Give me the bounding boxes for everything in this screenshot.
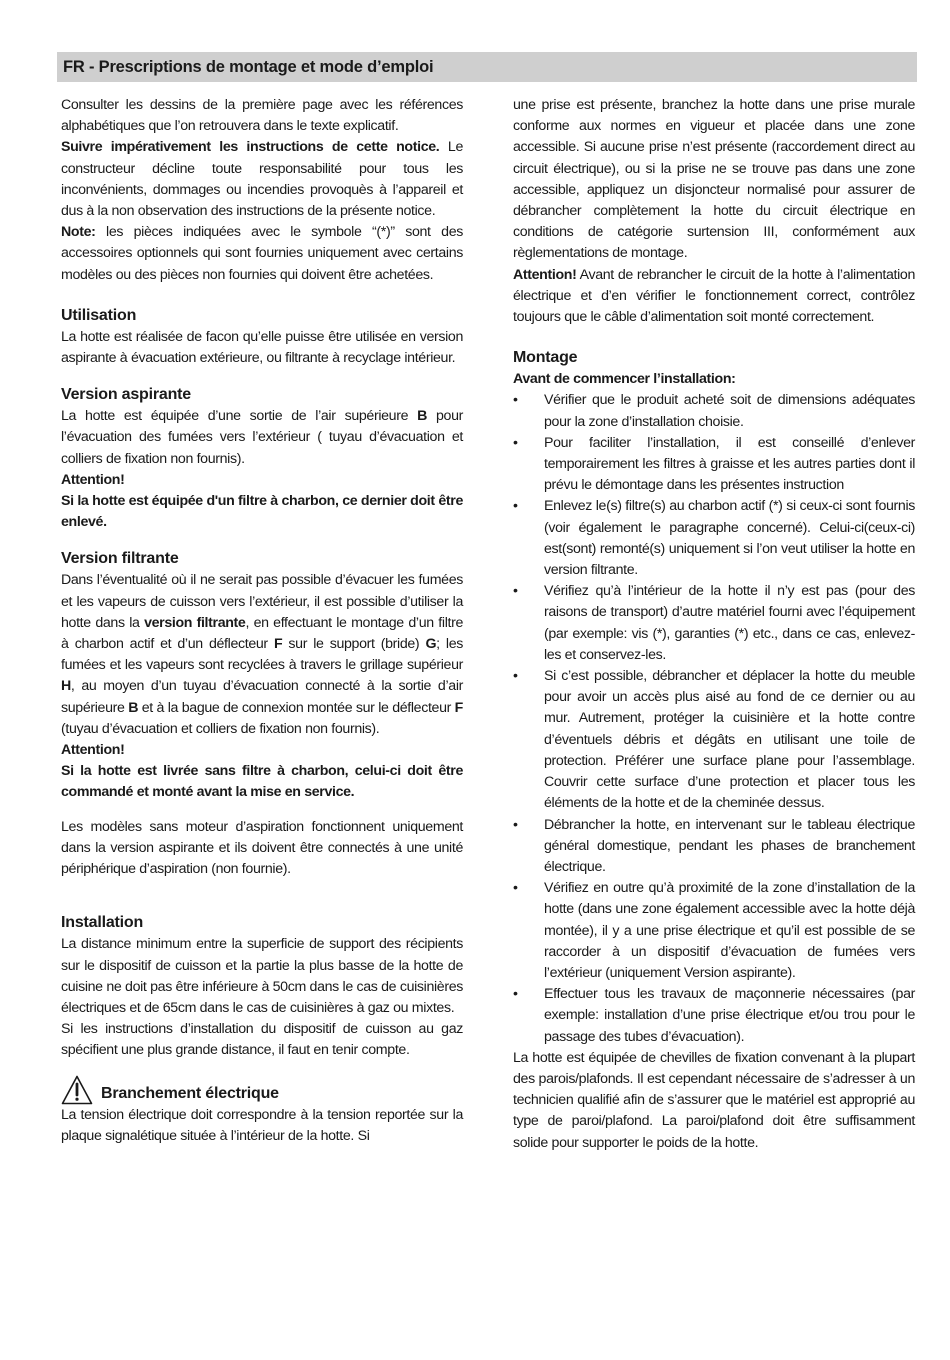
montage-subtitle: Avant de commencer l’installation: bbox=[513, 371, 736, 388]
branchement-heading: Branchement électrique bbox=[101, 1084, 279, 1102]
list-item: • Vérifier que le produit acheté soit de dimensions adéquates pour la zone d’installation choisie. bbox=[513, 390, 915, 432]
list-item: • Effectuer tous les travaux de maçonnerie nécessaires (par exemple: installation d’une prise électrique et/ou trou pour le passage des tubes d’évacuation). bbox=[513, 984, 915, 1048]
aspirante-paragraph bbox=[61, 406, 463, 470]
attention-paragraph bbox=[513, 265, 915, 329]
aspirante-text-1: La hotte est équipée d’une sortie de l’air supérieure bbox=[61, 408, 418, 425]
aspirante-attention-label: Attention! bbox=[61, 471, 125, 488]
filtrante-text-2: , en effectuant le montage d’un filtre à charbon actif et d’un déflecteur bbox=[61, 614, 464, 653]
list-item: • Débrancher la hotte, en intervenant sur le tableau électrique général domestique, pendant les phases de branchement électrique. bbox=[513, 815, 915, 879]
filtrante-text-5: , au moyen d’un tuyau d’évacuation connecté à la sortie d’air supérieure bbox=[61, 678, 463, 716]
filtrante-text-7: (tuyau d’évacuation et colliers de fixation non fournis). bbox=[61, 720, 380, 737]
instructions-text: Le constructeur décline toute responsabilité pour tous les inconvénients, dommages ou incendies provoquès à l’appareil et dus à la non observation des instructions de la présente notice. bbox=[61, 139, 463, 220]
page-title: FR - Prescriptions de montage et mode d’emploi bbox=[63, 58, 434, 76]
left-column bbox=[61, 95, 463, 1147]
right-column bbox=[513, 95, 915, 1154]
filtrante-heading: Version filtrante bbox=[61, 550, 179, 568]
ref-letter-f: F bbox=[273, 636, 283, 653]
installation-paragraph-1: La distance minimum entre la superficie de support des récipients sur le dispositif de cuisson et la partie la plus basse de la hotte de cuisine ne doit pas être inférieure à 50cm dans le cas de cuisinières électriques et de 65cm dans le cas de cuisinières à gaz ou mixtes. bbox=[61, 936, 463, 1016]
attention-text: Avant de rebrancher le circuit de la hotte à l’alimentation électrique et d’en vérifier le fonctionnement correct, contrôlez toujours que le câble d’alimentation soit monté correctement. bbox=[513, 266, 915, 326]
ref-letter-b: B bbox=[128, 699, 139, 716]
attention-label: Attention! bbox=[513, 266, 577, 283]
modeles-paragraph: Les modèles sans moteur d’aspiration fonctionnent uniquement dans la version aspirante et ils doivent être connectés à une unité périphérique d’aspiration (non fournie). bbox=[61, 818, 463, 878]
filtrante-paragraph bbox=[61, 570, 463, 740]
filtrante-attention-label: Attention! bbox=[61, 742, 125, 759]
filtrante-text-1: Dans l’éventualité où il ne serait pas possible d’évacuer les fumées et les vapeurs de cuisson vers l’extérieur, il est possible d’utiliser la hotte dans la bbox=[61, 572, 463, 631]
warning-triangle-icon bbox=[61, 1075, 93, 1105]
section-header-bar bbox=[57, 52, 917, 82]
instructions-paragraph bbox=[61, 137, 463, 222]
installation-heading: Installation bbox=[61, 914, 144, 932]
list-item: • Si c’est possible, débrancher et déplacer la hotte du meuble pour avoir un accès plus aisé au fond de ce dernier ou au mur. Autrement, protéger la cuisinière et la hotte contre d’éventuels débris et dégâts en utilisant une toile de protection. Préférer une surface plane pour l’assemblage. Couvrir cette surface d’une protection et placer tous les éléments de la hotte et de la cheminée dessus. bbox=[513, 666, 915, 814]
note-text: les pièces indiquées avec le symbole “(*)” sont des accessoires optionnels qui sont fournies uniquement avec certains modèles ou des pièces non fournies qui doivent être achetées. bbox=[61, 224, 463, 283]
instructions-emphasis: Suivre impérativement les instructions de cette notice. bbox=[61, 139, 440, 156]
list-item: • Pour faciliter l’installation, il est conseillé d’enlever temporairement les filtres à graisse et les autres parties dont il prévu le démontage dans les présentes instruction bbox=[513, 433, 915, 497]
intro-paragraph: Consulter les dessins de la première page avec les références alphabétiques que l’on retrouvera dans le texte explicatif. bbox=[61, 97, 463, 135]
list-item: • Enlevez le(s) filtre(s) au charbon actif (*) si ceux-ci sont fournis (voir également le paragraphe concerné). Celui-ci(ceux-ci) est(sont) remonté(s) uniquement si l’on veut utiliser la hotte en version filtrante. bbox=[513, 496, 915, 581]
note-paragraph bbox=[61, 222, 463, 286]
fixation-paragraph: La hotte est équipée de chevilles de fixation convenant à la plupart des parois/plafonds. Il est cependant nécessaire de s’adresser à un technicien qualifié afin de s’assurer que le matériel est approprié au type de paroi/plafond. La paroi/plafond doit être suffisamment solide pour supporter le poids de la hotte. bbox=[513, 1049, 915, 1151]
utilisation-heading: Utilisation bbox=[61, 306, 137, 324]
filtrante-attention-text: Si la hotte est livrée sans filtre à charbon, celui-ci doit être commandé et monté avant la mise en service. bbox=[61, 763, 463, 801]
list-item: • Vérifiez qu’à l’intérieur de la hotte il n’y est pas (pour des raisons de transport) d’autre matériel fourni avec l’équipement (par exemple: vis (*), garanties (*) etc., dans ce cas, enlevez-les et conservez-les. bbox=[513, 581, 915, 666]
branchement-heading-row bbox=[61, 1075, 463, 1105]
montage-heading: Montage bbox=[513, 349, 578, 367]
ref-letter-f: F bbox=[454, 699, 463, 716]
ref-letter-h: H bbox=[61, 678, 71, 695]
aspirante-attention-text: Si la hotte est équipée d'un filtre à charbon, ce dernier doit être enlevé. bbox=[61, 493, 463, 531]
ref-letter-b: B bbox=[417, 408, 428, 425]
filtrante-text-6: et à la bague de connexion montée sur le déflecteur bbox=[138, 699, 455, 716]
branchement-paragraph: La tension électrique doit correspondre à la tension reportée sur la plaque signalétique située à l’intérieur de la hotte. Si bbox=[61, 1106, 463, 1144]
list-item: • Vérifiez en outre qu’à proximité de la zone d’installation de la hotte (dans une zone également accessible avec la hotte déjà montée), il y a une prise électrique et qu’il est possible de se raccorder à un dispositif d’évacuation de fumées vers l’extérieur (uniquement Version aspirante). bbox=[513, 878, 915, 984]
aspirante-heading: Version aspirante bbox=[61, 386, 191, 404]
filtrante-text-3: sur le support (bride) bbox=[282, 636, 426, 653]
utilisation-paragraph: La hotte est réalisée de facon qu’elle puisse être utilisée en version aspirante à évacuation extérieure, ou filtrante à recyclage intérieur. bbox=[61, 328, 463, 367]
filtrante-version-emphasis: version filtrante bbox=[144, 614, 246, 631]
note-label: Note: bbox=[61, 224, 96, 241]
branchement-continued-paragraph: une prise est présente, branchez la hotte dans une prise murale conforme aux normes en vigueur et placée dans une zone accessible. Si aucune prise n’est présente (raccordement direct au circuit électrique), ou si la prise ne se trouve pas dans une zone accessible, appliquez un disjoncteur normalisé pour assurer de débrancher complètement la hotte du circuit électrique en conditions de catégorie surtension III, conformément aux règlementations de montage. bbox=[513, 97, 915, 262]
montage-checklist bbox=[513, 390, 915, 1047]
filtrante-text-4: ; les fumées et les vapeurs sont recyclées à travers le grillage supérieur bbox=[61, 636, 463, 674]
installation-paragraph-2: Si les instructions d’installation du dispositif de cuisson au gaz spécifient une plus grande distance, il faut en tenir compte. bbox=[61, 1021, 463, 1059]
ref-letter-g: G bbox=[425, 636, 437, 653]
aspirante-text-2: pour l’évacuation des fumées vers l’extérieur ( tuyau d’évacuation et colliers de fixation non fournis). bbox=[61, 408, 463, 467]
